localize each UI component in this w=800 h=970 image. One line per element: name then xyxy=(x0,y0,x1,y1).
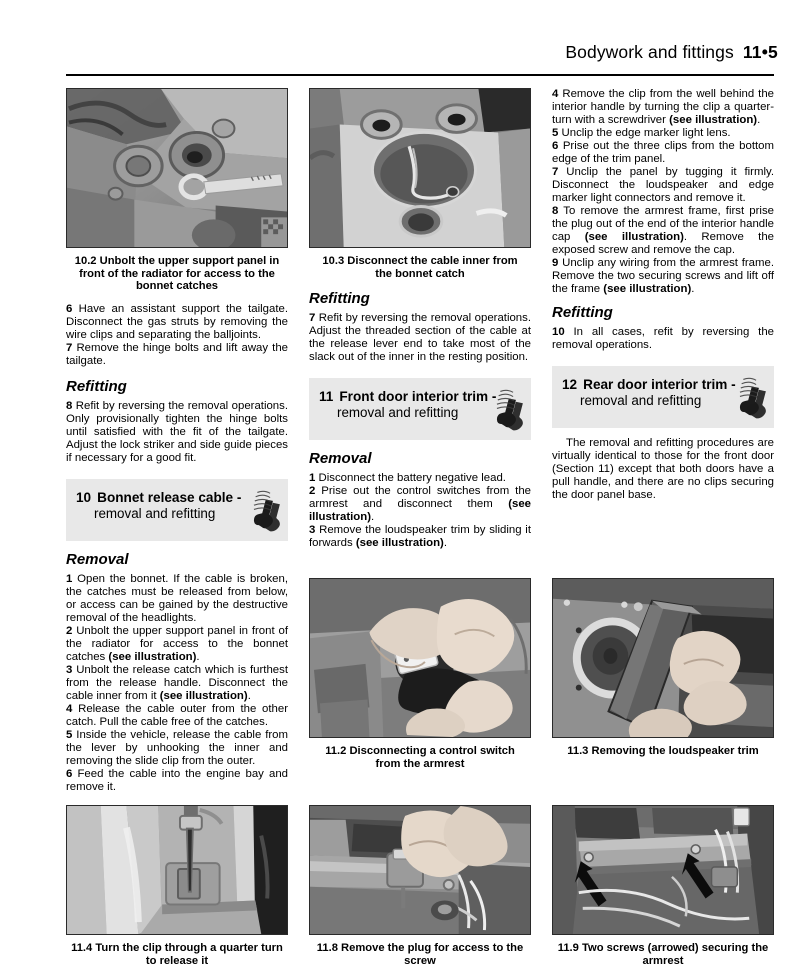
paragraph-11-2 xyxy=(309,485,531,524)
paragraph-10-2 xyxy=(66,625,288,664)
step-number: 5 xyxy=(552,127,559,139)
step-number: 9 xyxy=(552,257,559,269)
figure-11-8-caption: 11.8 Remove the plug for access to the screw xyxy=(316,942,524,967)
paragraph-11-3 xyxy=(309,524,531,550)
step-number: 1 xyxy=(66,572,73,585)
paragraph-10-8 xyxy=(66,400,288,465)
page-header xyxy=(0,42,778,63)
figure-10-3 xyxy=(309,88,531,280)
section-11-title-line xyxy=(319,389,497,405)
step-number: 6 xyxy=(66,767,73,780)
step-text: Unclip the edge marker light lens. xyxy=(561,127,731,139)
section-heading-11 xyxy=(309,378,531,440)
paragraph-11-10 xyxy=(552,326,774,352)
section-12-title: Rear door interior trim - xyxy=(583,377,736,392)
step-text: Refit by reversing the removal operations. Only provisionally tighten the hinge bolts until satisfied with the fit of the tailgate. Adjust the lock striker and side guide pieces if necessary for a good fit. xyxy=(66,399,289,464)
subheading-removal-2: Removal xyxy=(309,450,372,468)
paragraph-11-8 xyxy=(552,205,774,257)
step-text: Prise out the control switches from the armrest and disconnect them xyxy=(309,485,531,511)
section-heading-10 xyxy=(66,479,288,541)
step-number: 7 xyxy=(66,341,73,354)
paragraph-11-7 xyxy=(552,166,774,205)
paragraph-10-7 xyxy=(66,342,288,368)
figure-10-2 xyxy=(66,88,288,293)
figure-11-9-frame xyxy=(552,805,774,935)
see-illustration-ref: (see illustration) xyxy=(159,689,248,702)
figure-11-4-caption: 11.4 Turn the clip through a quarter turn to release it xyxy=(71,942,283,967)
paragraph-12-closing: The removal and refitting procedures are virtually identical to those for the front door (Section 11) except that both doors have a pull handle, and there are no clips securing the door panel base. xyxy=(552,437,774,501)
see-illustration-ref: (see illustration) xyxy=(309,498,531,524)
step-text-tail: . xyxy=(443,537,447,550)
see-illustration-ref: (see illustration) xyxy=(669,114,758,126)
step-number: 5 xyxy=(66,728,73,741)
step-number: 3 xyxy=(309,524,316,537)
step-text: Unclip the panel by tugging it firmly. Disconnect the loudspeaker and edge marker light connectors and remove it. xyxy=(552,166,774,204)
section-12-subtitle: removal and refitting xyxy=(580,393,702,408)
paragraph-10-5 xyxy=(66,729,288,768)
spanner-icon xyxy=(734,374,768,424)
spanner-icon xyxy=(491,386,525,436)
step-text-tail: . xyxy=(371,511,375,524)
step-text: Disconnect the battery negative lead. xyxy=(318,472,506,485)
step-number: 7 xyxy=(309,312,316,325)
photo-armrest-two-screws-arrowed xyxy=(553,806,773,934)
figure-10-3-caption: 10.3 Disconnect the cable inner from the bonnet catch xyxy=(322,255,518,280)
page-title: Bodywork and fittings xyxy=(565,42,734,62)
section-11-subtitle: removal and refitting xyxy=(337,405,459,421)
paragraph-11-1 xyxy=(309,472,531,485)
step-text-tail: . xyxy=(196,650,200,663)
paragraph-10-6b xyxy=(66,768,288,794)
photo-turning-clip-quarter-turn xyxy=(67,806,287,934)
step-text: Release the cable outer from the other catch. Pull the cable free of the catches. xyxy=(66,702,288,728)
paragraph-10-6 xyxy=(66,303,288,342)
step-text: Remove the clip from the well behind the interior handle by turning the clip a quarter-turn with a screwdriver xyxy=(552,88,774,126)
section-11-number: 11 xyxy=(319,389,334,405)
step-text: Unclip any wiring from the armrest frame. Remove the two securing screws and lift off the frame xyxy=(552,257,774,295)
figure-10-2-caption: 10.2 Unbolt the upper support panel in front of the radiator for access to the bonnet catches xyxy=(74,255,280,293)
step-number: 4 xyxy=(552,88,559,100)
column-middle xyxy=(309,88,531,550)
step-text: In all cases, refit by reversing the removal operations. xyxy=(552,326,774,351)
figure-11-8 xyxy=(309,805,531,967)
section-heading-12 xyxy=(552,366,774,428)
spanner-icon xyxy=(248,487,282,537)
figure-11-9-caption: 11.9 Two screws (arrowed) securing the armrest xyxy=(557,942,769,967)
step-text: Inside the vehicle, release the cable from the lever by unhooking the inner and removing the slide clip from the outer. xyxy=(66,728,289,767)
photo-bonnet-catch-cable-inner xyxy=(310,89,530,247)
step-text: Unbolt the upper support panel in front of the radiator for access to the bonnet catches xyxy=(66,624,288,663)
step-text: Remove the loudspeaker trim by sliding it forwards xyxy=(309,524,531,550)
paragraph-10-4 xyxy=(66,703,288,729)
step-number: 6 xyxy=(66,302,73,315)
figure-11-2 xyxy=(309,578,531,770)
step-text: Prise out the three clips from the bottom edge of the trim panel. xyxy=(552,140,774,165)
see-illustration-ref: (see illustration) xyxy=(355,537,444,550)
see-illustration-ref: (see illustration) xyxy=(584,231,684,243)
figure-11-2-frame xyxy=(309,578,531,738)
column-right xyxy=(552,88,774,502)
header-rule xyxy=(66,74,774,76)
step-number: 1 xyxy=(309,472,316,485)
photo-remove-plug-for-screw-access xyxy=(310,806,530,934)
step-text: Have an assistant support the tailgate. Disconnect the gas struts by removing the wire clips and separating the balljoints. xyxy=(66,302,288,341)
step-text-tail: . xyxy=(247,689,251,702)
step-number: 10 xyxy=(552,326,565,338)
subheading-refitting-3: Refitting xyxy=(552,304,613,321)
section-10-subtitle: removal and refitting xyxy=(94,505,216,521)
photo-removing-loudspeaker-trim xyxy=(553,579,773,737)
figure-11-8-frame xyxy=(309,805,531,935)
step-text-tail: . xyxy=(691,283,695,295)
paragraph-11-6 xyxy=(552,140,774,166)
see-illustration-ref: (see illustration) xyxy=(603,283,692,295)
step-text: Open the bonnet. If the cable is broken, the catches must be released from below, or access can be gained by the destructive removal of the headlights. xyxy=(66,572,288,624)
page-folio: 11•5 xyxy=(742,42,778,62)
step-number: 8 xyxy=(552,205,559,217)
figure-11-4 xyxy=(66,805,288,967)
step-text: To remove the armrest frame, first prise the plug out of the end of the interior handle cap xyxy=(552,205,774,243)
paragraph-10-3 xyxy=(66,664,288,703)
subheading-refitting-2: Refitting xyxy=(309,290,370,308)
step-text-tail: . xyxy=(757,114,761,126)
figure-11-2-caption: 11.2 Disconnecting a control switch from the armrest xyxy=(325,745,515,770)
figure-10-3-frame xyxy=(309,88,531,248)
subheading-refitting: Refitting xyxy=(66,377,127,395)
step-text: Feed the cable into the engine bay and remove it. xyxy=(66,767,288,793)
step-number: 8 xyxy=(66,399,73,412)
step-text: Unbolt the release catch which is furthest from the release handle. Disconnect the cable inner from it xyxy=(66,663,288,702)
step-number: 3 xyxy=(66,663,73,676)
section-10-title: Bonnet release cable - xyxy=(97,489,242,505)
column-left xyxy=(66,88,288,794)
figure-11-3 xyxy=(552,578,774,758)
section-11-title: Front door interior trim - xyxy=(339,389,497,405)
step-text: Remove the hinge bolts and lift away the tailgate. xyxy=(66,341,289,367)
figure-11-3-frame xyxy=(552,578,774,738)
section-12-number: 12 xyxy=(562,377,578,392)
photo-engine-bay-support-panel xyxy=(67,89,287,247)
step-number: 6 xyxy=(552,140,559,152)
figure-11-9 xyxy=(552,805,774,967)
step-number: 7 xyxy=(552,166,559,178)
paragraph-10-7b xyxy=(309,312,531,364)
section-12-title-line xyxy=(562,377,736,393)
step-text-tail: . Remove the exposed screw and remove the cap. xyxy=(552,231,775,256)
figure-10-2-frame xyxy=(66,88,288,248)
see-illustration-ref: (see illustration) xyxy=(108,650,197,663)
paragraph-11-4 xyxy=(552,88,774,127)
step-number: 4 xyxy=(66,702,73,715)
figure-11-4-frame xyxy=(66,805,288,935)
paragraph-11-9 xyxy=(552,257,774,296)
section-10-number: 10 xyxy=(76,489,92,505)
figure-11-3-caption: 11.3 Removing the loudspeaker trim xyxy=(567,745,759,757)
photo-disconnecting-control-switch xyxy=(310,579,530,737)
step-text: Refit by reversing the removal operations. Adjust the threaded section of the cable at the release lever end to take most of the slack out of the inner in the resting position. xyxy=(309,312,532,364)
step-number: 2 xyxy=(66,624,73,637)
step-number: 2 xyxy=(309,485,316,498)
paragraph-11-5 xyxy=(552,127,774,140)
paragraph-10-1 xyxy=(66,573,288,625)
section-10-title-line xyxy=(76,490,244,506)
subheading-removal: Removal xyxy=(66,550,129,568)
